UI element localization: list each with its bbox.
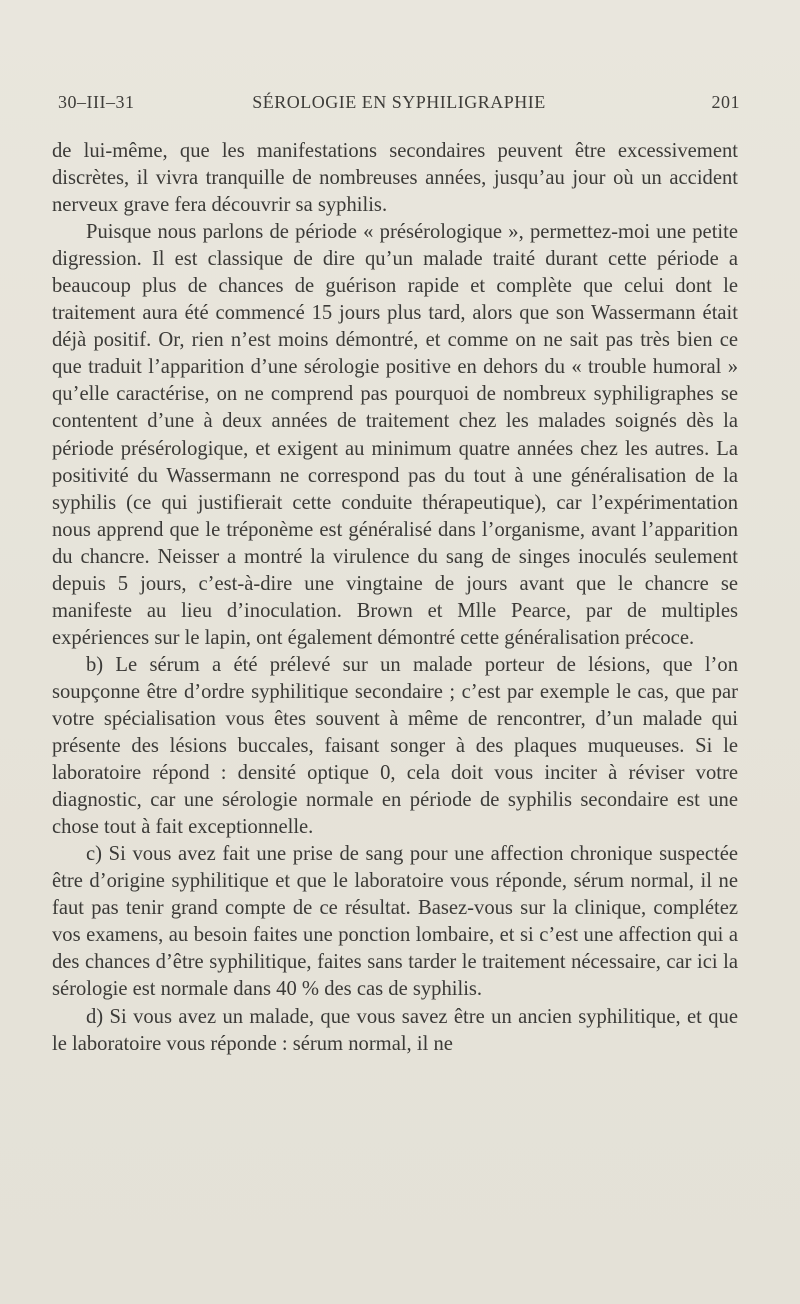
header-date: 30–III–31 — [58, 92, 135, 112]
paragraph-b: b) Le sérum a été prélevé sur un malade porteur de lésions, que l’on soupçonne être d’ordre syphilitique secondaire ; c’est par exemple le cas, que par votre spécialisation vous êtes souvent à même de rencontrer, d’un malade qui présente des lésions buccales, faisant songer à des plaques muqueuses. Si le laboratoire répond : densité optique 0, cela doit vous inciter à réviser votre diagnostic, car une sérologie normale en période de syphilis secondaire est une chose tout à fait exceptionnelle. — [52, 653, 738, 839]
running-header — [58, 92, 740, 116]
page-number: 201 — [711, 92, 740, 112]
header-title: SÉROLOGIE EN SYPHILIGRAPHIE — [252, 92, 546, 112]
paragraph-continuation: de lui-même, que les manifestations secondaires peuvent être excessivement discrètes, il vivra tranquille de nombreuses années, jusqu’au jour où un accident nerveux grave fera découvrir sa syphilis. — [52, 140, 738, 217]
body-text — [52, 138, 738, 1058]
paragraph-c: c) Si vous avez fait une prise de sang pour une affection chronique suspectée être d’origine syphilitique et que le laboratoire vous réponde, sérum normal, il ne faut pas tenir grand compte de ce résultat. Basez-vous sur la clinique, complétez vos examens, au besoin faites une ponction lombaire, et si c’est une affection qui a des chances d’être syphilitique, faites sans tarder le traitement nécessaire, car ici la sérologie est normale dans 40 % des cas de syphilis. — [52, 843, 738, 1001]
paragraph-preserologique: Puisque nous parlons de période « présérologique », permettez-moi une petite digression. Il est classique de dire qu’un malade traité durant cette période a beaucoup plus de chances de guérison rapide et complète que celui dont le traitement aura été commencé 15 jours plus tard, alors que son Wassermann était déjà positif. Or, rien n’est moins démontré, et comme on ne sait pas très bien ce que traduit l’apparition d’une sérologie positive en dehors du « trouble humoral » qu’elle caractérise, on ne comprend pas pourquoi de nombreux syphiligraphes se contentent d’une à deux années de traitement chez les malades soignés dès la période présérologique, et exigent au minimum quatre années chez les autres. La positivité du Wassermann ne correspond pas du tout à une généralisation de la syphilis (ce qui justifierait cette conduite thérapeutique), car l’expérimentation nous apprend que le tréponème est généralisé dans l’organisme, avant l’apparition du chancre. Neisser a montré la virulence du sang de singes inoculés seulement depuis 5 jours, c’est-à-dire une vingtaine de jours avant que le chancre se manifeste au lieu d’inoculation. Brown et Mlle Pearce, par de multiples expériences sur le lapin, ont également démontré cette généralisation précoce. — [52, 221, 738, 649]
paragraph-d: d) Si vous avez un malade, que vous savez être un ancien syphilitique, et que le laboratoire vous réponde : sérum normal, il ne — [52, 1005, 738, 1055]
